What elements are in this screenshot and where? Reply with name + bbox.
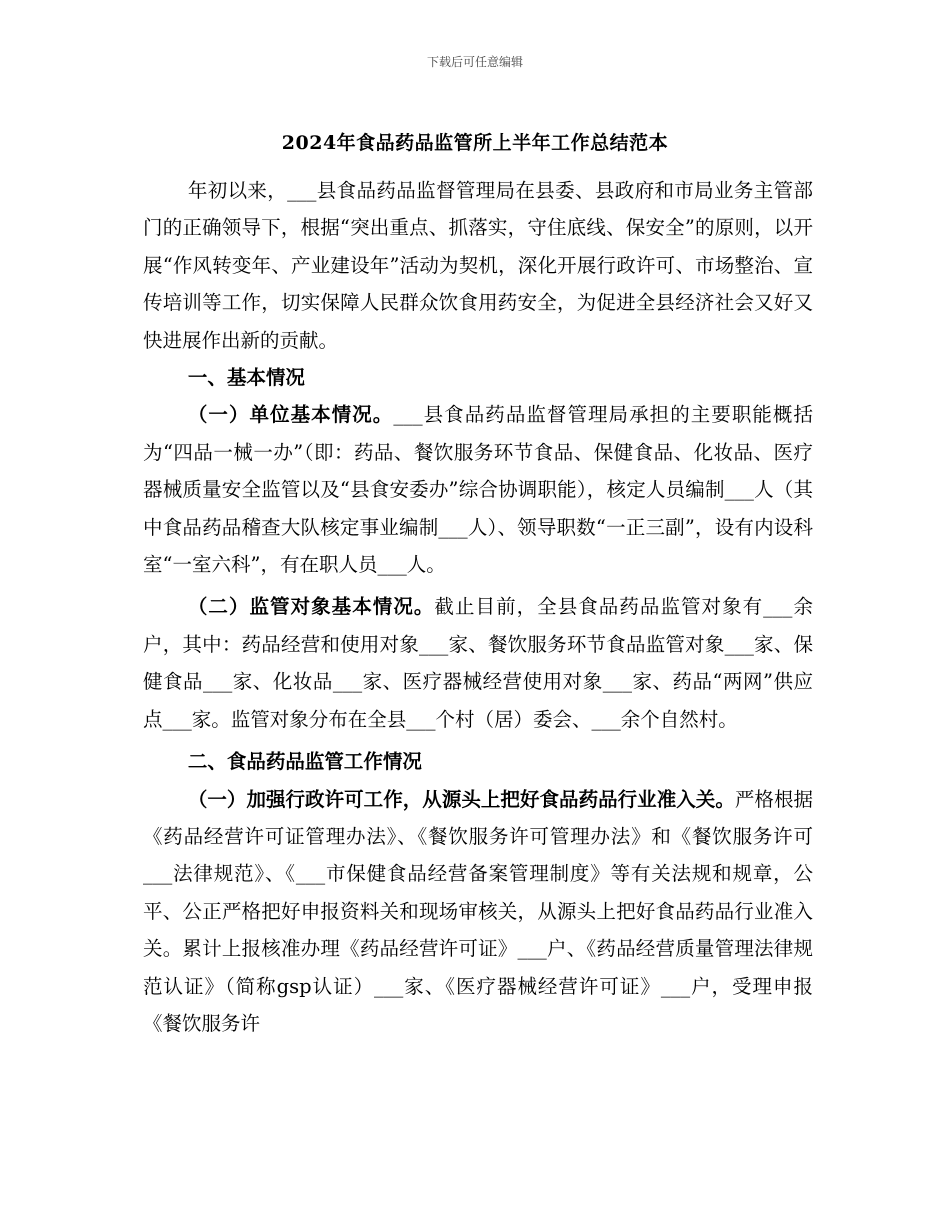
paragraph-text: 截止目前，全县食品药品监管对象有___余户，其中：药品经营和使用对象___家、餐饮服务环节食品监管对象___家、保健食品___家、化妆品___家、医疗器械经营使用对象___家、药品“两网”供应点___家。监管对象分布在全县___个村（居）委会、___余个自然村。 [143, 595, 813, 731]
paragraph-supervised-objects [143, 588, 813, 738]
paragraph-lead: （一）单位基本情况。 [187, 403, 394, 427]
document-body [143, 172, 813, 1042]
header-note: 下载后可任意编辑 [426, 55, 523, 69]
document-title: 2024年食品药品监管所上半年工作总结范本 [281, 132, 669, 154]
paragraph-lead: （二）监管对象基本情况。 [187, 595, 435, 619]
paragraph-lead: （一）加强行政许可工作，从源头上把好食品药品行业准入关。 [187, 787, 735, 811]
section-heading-basic: 一、基本情况 [187, 366, 305, 390]
intro-paragraph: 年初以来，___县食品药品监督管理局在县委、县政府和市局业务主管部门的正确领导下，根据“突出重点、抓落实，守住底线、保安全”的原则，以开展“作风转变年、产业建设年”活动为契机，深化开展行政许可、市场整治、宣传培训等工作，切实保障人民群众饮食用药安全，为促进全县经济社会又好又快进展作出新的贡献。 [143, 179, 813, 352]
paragraph-unit-basic [143, 396, 813, 583]
section-heading-work: 二、食品药品监管工作情况 [187, 750, 422, 774]
paragraph-text: ___县食品药品监督管理局承担的主要职能概括为“四品一械一办”（即：药品、餐饮服务环节食品、保健食品、化妆品、医疗器械质量安全监管以及“县食安委办”综合协调职能），核定人员编制___人（其中食品药品稽查大队核定事业编制___人）、领导职数“一正三副”，设有内设科室“一室六科”，有在职人员___人。 [143, 403, 813, 577]
paragraph-text: 严格根据《药品经营许可证管理办法》、《餐饮服务许可管理办法》和《餐饮服务许可___法律规范》、《___市保健食品经营备案管理制度》等有关法规和规章，公平、公正严格把好申报资料关和现场审核关，从源头上把好食品药品行业准入关。累计上报核准办理《药品经营许可证》___户、《药品经营质量管理法律规范认证》（简称gsp认证）___家、《医疗器械经营许可证》___户，受理申报《餐饮服务许 [143, 787, 813, 1035]
paragraph-licensing [143, 781, 813, 1043]
